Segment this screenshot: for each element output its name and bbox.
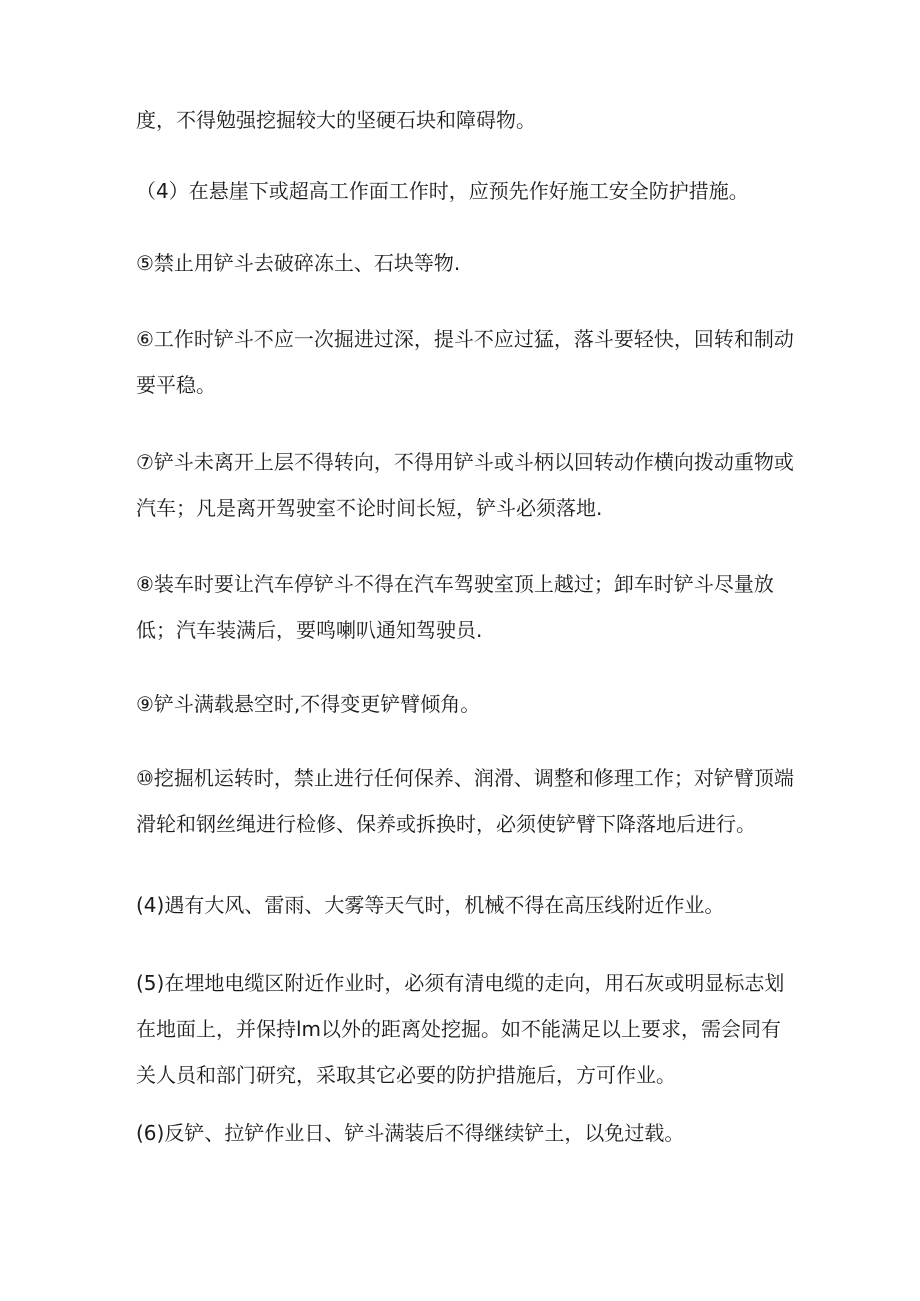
paragraph-item-5-cable: (5)在埋地电缆区附近作业时，必须有清电缆的走向，用石灰或明显标志划在地面上，并保持lm以外的距离处挖掘。如不能满足以上要求，需会同有关人员和部门研究，采取其它必要的防护措施后，方可作业。 [136,971,785,1087]
paragraph-item-6: ⑥工作时铲斗不应一次掘进过深，提斗不应过猛，落斗要轻快，回转和制动要平稳。 [136,327,794,397]
paragraph-item-5: ⑤禁止用铲斗去破碎冻土、石块等物. [136,251,461,275]
paragraph-item-8: ⑧装车时要让汽车停铲斗不得在汽车驾驶室顶上越过；卸车时铲斗尽量放低；汽车装满后，要鸣喇叭通知驾驶员. [136,572,774,642]
paragraph-item-9: ⑨铲斗满载悬空时,不得变更铲臂倾角。 [136,692,481,716]
paragraph-item-4-weather: (4)遇有大风、雷雨、大雾等天气时，机械不得在高压线附近作业。 [136,893,725,917]
paragraph-continuation: 度，不得勉强挖掘较大的坚硬石块和障碍物。 [136,108,536,132]
paragraph-item-10: ⑩挖掘机运转时，禁止进行任何保养、润滑、调整和修理工作；对铲臂顶端滑轮和钢丝绳进行检修、保养或拆换时，必须使铲臂下降落地后进行。 [136,766,794,836]
paragraph-item-6-overload: (6)反铲、拉铲作业日、铲斗满装后不得继续铲土，以免过载。 [136,1121,685,1145]
paragraph-item-7: ⑦铲斗未离开上层不得转向，不得用铲斗或斗柄以回转动作横向拨动重物或汽车；凡是离开驾驶室不论时间长短，铲斗必须落地. [136,450,794,520]
paragraph-item-4-cliff: （4）在悬崖下或超高工作面工作时，应预先作好施工安全防护措施。 [136,179,749,203]
